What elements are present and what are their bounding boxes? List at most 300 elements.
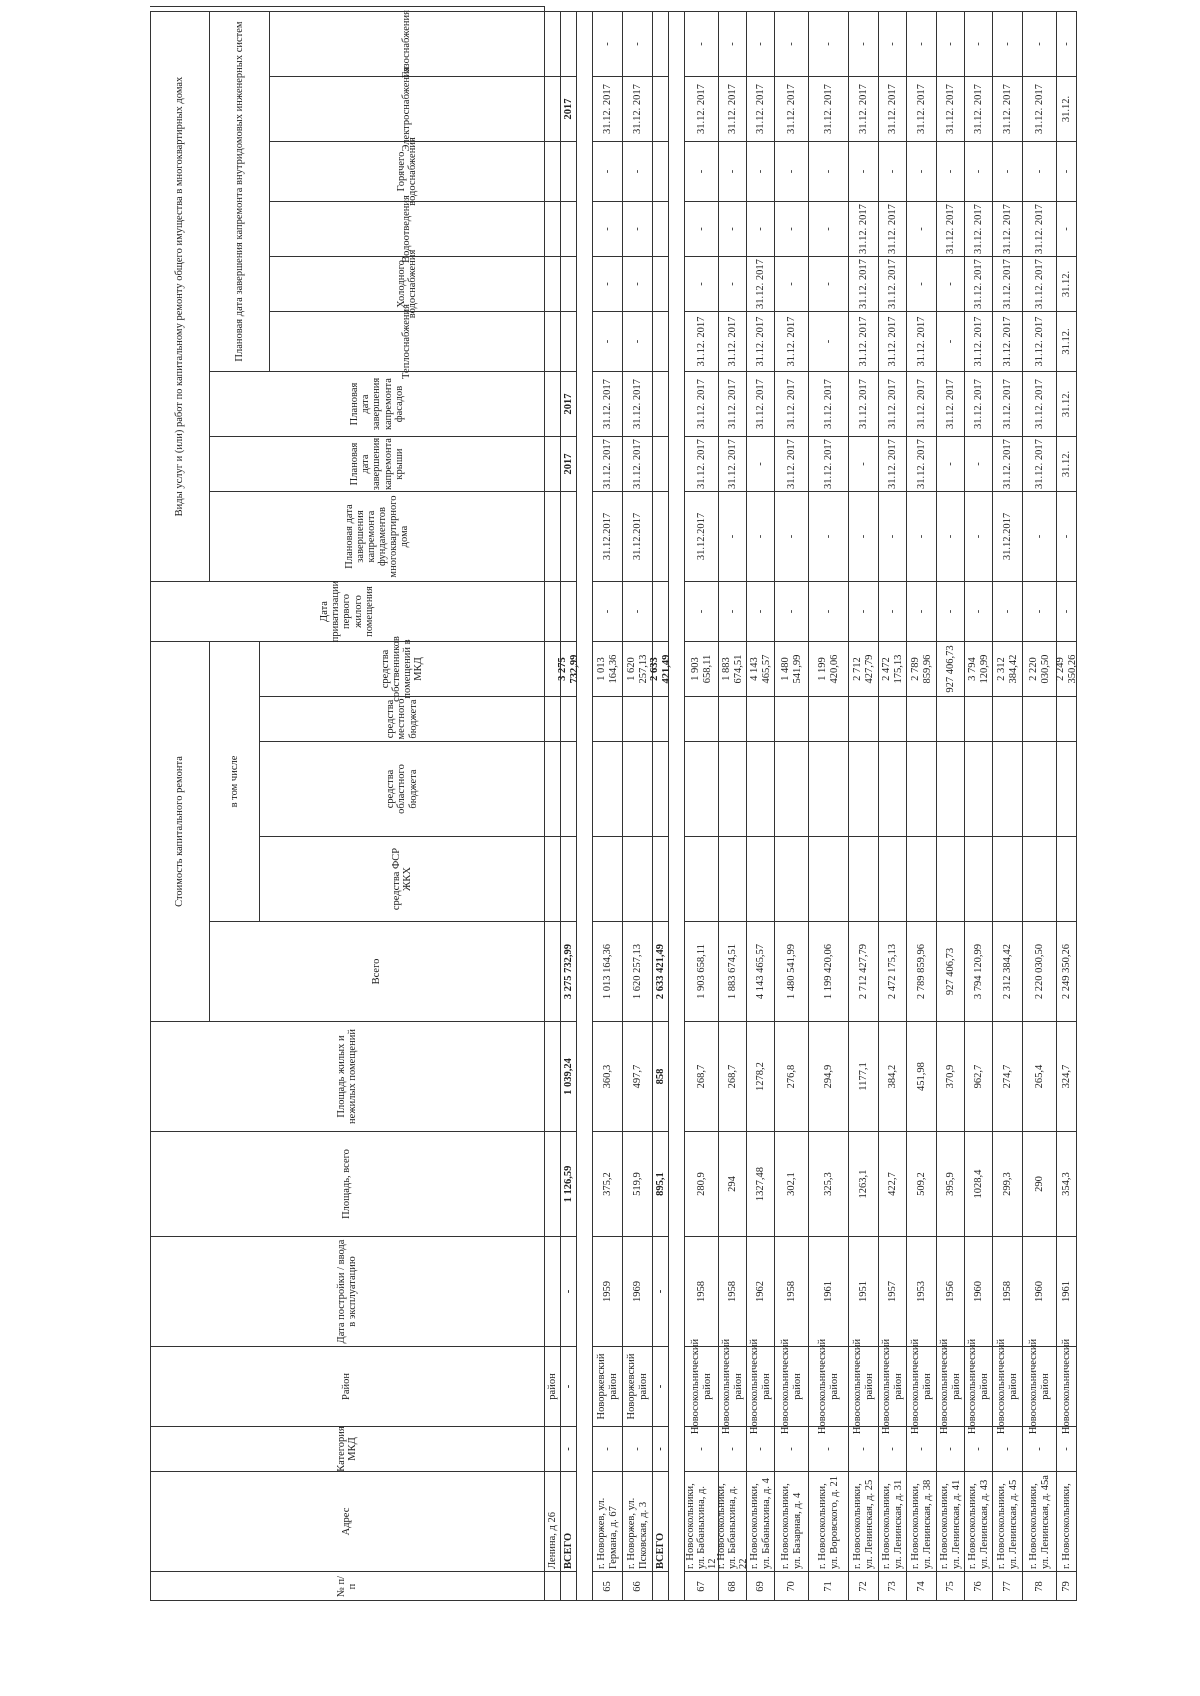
table-cell: - xyxy=(965,141,993,201)
table-cell: - xyxy=(623,11,653,76)
table-cell: 31.12. 2017 xyxy=(685,436,719,491)
table-cell: - xyxy=(849,1426,879,1471)
table-cell: - xyxy=(937,11,965,76)
table-cell: - xyxy=(1023,1426,1057,1471)
table-cell: - xyxy=(685,201,719,256)
table-cell: - xyxy=(879,491,907,581)
table-cell: г. Новосокольники, ул. Ленинская, д. 45 xyxy=(993,1471,1023,1571)
table-cell: 31.12. 2017 xyxy=(993,76,1023,141)
table-cell: 276,8 xyxy=(775,1021,809,1131)
table-cell: - xyxy=(937,311,965,371)
table-cell: 1958 xyxy=(719,1236,747,1346)
table-cell: 31.12. 2017 xyxy=(1023,201,1057,256)
table-cell: г. Новосокольники, ул. Ленинская, д. 25 xyxy=(849,1471,879,1571)
table-cell: 360,3 xyxy=(593,1021,623,1131)
table-cell: 2 789 859,96 xyxy=(907,641,937,696)
table-cell: 265,4 xyxy=(1023,1021,1057,1131)
table-cell: г. Новосокольники, xyxy=(1057,1471,1077,1571)
table-cell: г. Новосокольники, ул. Бабаныхина, д. 4 xyxy=(747,1471,775,1571)
table-cell: - xyxy=(775,11,809,76)
table-cell: 69 xyxy=(747,1571,775,1601)
table-cell: 1 039,24 xyxy=(561,1021,577,1131)
table-cell: 31.12. 2017 xyxy=(719,371,747,436)
table-cell: 509,2 xyxy=(907,1131,937,1236)
table-cell: 31.12. 2017 xyxy=(719,436,747,491)
table-cell: 31.12. 2017 xyxy=(965,256,993,311)
table-cell: Новосокольнический район xyxy=(937,1346,965,1426)
table-cell: - xyxy=(879,11,907,76)
table-cell: 31.12. 2017 xyxy=(593,371,623,436)
eng-group-header: Плановая дата завершения капремонта внутридомовых инженерных систем xyxy=(210,11,270,371)
table-cell: 72 xyxy=(849,1571,879,1601)
table-cell: - xyxy=(623,201,653,256)
table-cell: - xyxy=(623,1426,653,1471)
table-cell: - xyxy=(1057,141,1077,201)
table-cell: 1958 xyxy=(775,1236,809,1346)
table-cell: - xyxy=(685,256,719,311)
cold-water-header: Холодного водоснабжения xyxy=(270,256,545,311)
table-cell: Новоржевский район xyxy=(593,1346,623,1426)
table-cell: 73 xyxy=(879,1571,907,1601)
table-cell: 294,9 xyxy=(809,1021,849,1131)
local-header: средства местного бюджета xyxy=(260,696,545,741)
table-cell: - xyxy=(747,141,775,201)
table-cell: 2017 xyxy=(561,76,577,141)
gas-header: Газоснабжения xyxy=(270,11,545,76)
table-cell: 31.12. 2017 xyxy=(879,256,907,311)
table-cell: 31.12. 2017 xyxy=(965,311,993,371)
table-cell: - xyxy=(593,201,623,256)
table-cell: 280,9 xyxy=(685,1131,719,1236)
table-cell: - xyxy=(719,141,747,201)
table-cell: 31.12. 2017 xyxy=(809,371,849,436)
table-cell: 31.12. 2017 xyxy=(809,76,849,141)
table-cell: 70 xyxy=(775,1571,809,1601)
table-cell: 4 143 465,57 xyxy=(747,921,775,1021)
table-cell: 1 883 674,51 xyxy=(719,641,747,696)
table-cell: 31.12. 2017 xyxy=(907,76,937,141)
area-total-header: Площадь, всего xyxy=(150,1131,545,1236)
table-cell: 3 275 732,99 xyxy=(561,921,577,1021)
table-cell: - xyxy=(685,141,719,201)
table-cell: - xyxy=(937,141,965,201)
table-cell: 1 480 541,99 xyxy=(775,921,809,1021)
table-cell: 2 789 859,96 xyxy=(907,921,937,1021)
table-cell: - xyxy=(561,1346,577,1426)
table-cell: 354,3 xyxy=(1057,1131,1077,1236)
table-cell: 77 xyxy=(993,1571,1023,1601)
table-cell: - xyxy=(937,256,965,311)
table-cell: 31.12. 2017 xyxy=(593,76,623,141)
table-cell: - xyxy=(937,491,965,581)
table-cell: Новосокольнический район xyxy=(1023,1346,1057,1426)
table-cell: 2 220 030,50 xyxy=(1023,921,1057,1021)
table-cell: 31.12. 2017 xyxy=(993,201,1023,256)
table-cell: 325,3 xyxy=(809,1131,849,1236)
table-cell: 31.12. 2017 xyxy=(809,436,849,491)
table-cell: - xyxy=(1023,581,1057,641)
table-cell: Новоржевский район xyxy=(623,1346,653,1426)
table-cell: - xyxy=(809,141,849,201)
table-cell: 31.12.2017 xyxy=(993,491,1023,581)
table-cell: 1 199 420,06 xyxy=(809,641,849,696)
table-cell: г. Новосокольники, ул. Ленинская, д. 41 xyxy=(937,1471,965,1571)
table-cell: 71 xyxy=(809,1571,849,1601)
table-cell: - xyxy=(747,1426,775,1471)
table-cell: 1327,48 xyxy=(747,1131,775,1236)
table-cell: район xyxy=(545,1346,561,1426)
table-cell: 370,9 xyxy=(937,1021,965,1131)
table-cell: 31.12.2017 xyxy=(623,491,653,581)
table-cell: 2 220 030,50 xyxy=(1023,641,1057,696)
table-cell: - xyxy=(653,1426,669,1471)
table-cell: - xyxy=(1057,11,1077,76)
table-cell: - xyxy=(1057,201,1077,256)
table-cell: 268,7 xyxy=(685,1021,719,1131)
table-cell: - xyxy=(809,201,849,256)
table-cell: 31.12. 2017 xyxy=(879,76,907,141)
table-cell: - xyxy=(809,11,849,76)
category-header: Категория МКД xyxy=(150,1426,545,1471)
table-cell: - xyxy=(747,201,775,256)
table-cell: 1 620 257,13 xyxy=(623,641,653,696)
table-cell: 75 xyxy=(937,1571,965,1601)
table-cell: ВСЕГО xyxy=(653,1471,669,1571)
table-cell: - xyxy=(1023,11,1057,76)
table-cell: - xyxy=(809,256,849,311)
table-cell: 31.12. 2017 xyxy=(1023,76,1057,141)
table-cell: 31.12. 2017 xyxy=(775,311,809,371)
table-cell: 31.12. 2017 xyxy=(685,76,719,141)
table-cell: 31.12. 2017 xyxy=(1023,311,1057,371)
privatization-header: Дата приватизации первого жилого помещения xyxy=(150,581,545,641)
table-cell: 1958 xyxy=(993,1236,1023,1346)
table-cell: 31.12. 2017 xyxy=(719,311,747,371)
table-cell: 31.12. 2017 xyxy=(849,76,879,141)
table-cell: - xyxy=(849,581,879,641)
table-cell: - xyxy=(907,491,937,581)
district-header: Район xyxy=(150,1346,545,1426)
table-cell: 31.12. 2017 xyxy=(907,371,937,436)
table-cell: 2 633 421,49 xyxy=(653,921,669,1021)
cost-sub-header: в том числе xyxy=(210,641,260,921)
table-cell: - xyxy=(965,581,993,641)
table-cell: 1961 xyxy=(1057,1236,1077,1346)
table-cell: 31.12. xyxy=(1057,311,1077,371)
table-cell: 962,7 xyxy=(965,1021,993,1131)
table-cell: - xyxy=(747,11,775,76)
table-cell: - xyxy=(653,1346,669,1426)
owners-header: средства собственников помещений в МКД xyxy=(260,641,545,696)
table-cell: - xyxy=(937,436,965,491)
table-cell: 31.12. 2017 xyxy=(993,311,1023,371)
table-cell: 274,7 xyxy=(993,1021,1023,1131)
table-cell: 1 903 658,11 xyxy=(685,921,719,1021)
table-cell: 31.12. xyxy=(1057,371,1077,436)
table-cell: 1278,2 xyxy=(747,1021,775,1131)
table-cell: 67 xyxy=(685,1571,719,1601)
table-cell: 1960 xyxy=(1023,1236,1057,1346)
table-cell: 31.12. 2017 xyxy=(747,76,775,141)
table-cell: 31.12. 2017 xyxy=(685,311,719,371)
table-cell: 31.12. 2017 xyxy=(937,201,965,256)
table-cell: 31.12. 2017 xyxy=(879,201,907,256)
table-cell: - xyxy=(1057,491,1077,581)
table-cell: - xyxy=(1023,491,1057,581)
table-cell: - xyxy=(593,581,623,641)
table-cell: - xyxy=(775,1426,809,1471)
table-cell: г. Новосокольники, ул. Ленинская, д. 31 xyxy=(879,1471,907,1571)
hot-water-header: Горячего водоснабжения xyxy=(270,141,545,201)
table-cell: Новосокольнический район xyxy=(775,1346,809,1426)
table-cell: 497,7 xyxy=(623,1021,653,1131)
table-cell: 1962 xyxy=(747,1236,775,1346)
table-cell: 31.12. xyxy=(1057,76,1077,141)
table-cell: - xyxy=(809,311,849,371)
table-cell: 31.12. 2017 xyxy=(623,76,653,141)
table-cell: 31.12. 2017 xyxy=(849,256,879,311)
table-cell: - xyxy=(719,491,747,581)
table-cell: - xyxy=(879,1426,907,1471)
table-cell: 1263,1 xyxy=(849,1131,879,1236)
address-header: Адрес xyxy=(150,1471,545,1571)
table-cell: - xyxy=(879,581,907,641)
heat-header: Теплоснабжения xyxy=(270,311,545,371)
table-cell: 1958 xyxy=(685,1236,719,1346)
table-cell: - xyxy=(561,1426,577,1471)
table-cell: - xyxy=(719,11,747,76)
table-cell: 65 xyxy=(593,1571,623,1601)
table-cell: - xyxy=(623,256,653,311)
table-cell: 68 xyxy=(719,1571,747,1601)
table-cell: - xyxy=(993,141,1023,201)
table-cell: 31.12.2017 xyxy=(593,491,623,581)
table-cell: 1 013 164,36 xyxy=(593,921,623,1021)
table-cell: Новосокольнический район xyxy=(719,1346,747,1426)
table-cell: - xyxy=(809,1426,849,1471)
table-cell: 1 480 541,99 xyxy=(775,641,809,696)
table-cell: 1028,4 xyxy=(965,1131,993,1236)
table-cell: г. Новосокольники, ул. Бабаныхина, д. 22 xyxy=(719,1471,747,1571)
table-cell: 31.12. 2017 xyxy=(849,201,879,256)
table-cell: - xyxy=(593,1426,623,1471)
table-cell: 31.12. 2017 xyxy=(937,76,965,141)
table-cell: 858 xyxy=(653,1021,669,1131)
table-cell: - xyxy=(993,11,1023,76)
table-cell: 1961 xyxy=(809,1236,849,1346)
table-cell: 1 199 420,06 xyxy=(809,921,849,1021)
table-cell: Новосокольнический район xyxy=(907,1346,937,1426)
table-cell: 2 712 427,79 xyxy=(849,921,879,1021)
table-cell: - xyxy=(685,11,719,76)
table-cell: г. Новоржев, ул. Германа, д. 67 xyxy=(593,1471,623,1571)
table-cell: 31.12. 2017 xyxy=(879,436,907,491)
table-cell: - xyxy=(937,581,965,641)
table-cell: 2 312 384,42 xyxy=(993,641,1023,696)
table-cell: 1956 xyxy=(937,1236,965,1346)
table-cell: 31.12. 2017 xyxy=(849,311,879,371)
table-cell: 1969 xyxy=(623,1236,653,1346)
table-cell: 2 712 427,79 xyxy=(849,641,879,696)
table-cell: - xyxy=(775,491,809,581)
table-cell: 294 xyxy=(719,1131,747,1236)
table-cell: 31.12. 2017 xyxy=(965,371,993,436)
table-cell: 2 472 175,13 xyxy=(879,921,907,1021)
table-cell: Новосокольнический район xyxy=(809,1346,849,1426)
table-cell: Новосокольнический район xyxy=(965,1346,993,1426)
table-cell: г. Новосокольники, ул. Воровского, д. 21 xyxy=(809,1471,849,1571)
table-cell: 31.12. 2017 xyxy=(907,436,937,491)
table-cell: - xyxy=(685,581,719,641)
table-cell: - xyxy=(747,581,775,641)
table-cell: 375,2 xyxy=(593,1131,623,1236)
table-cell: - xyxy=(561,1236,577,1346)
table-cell: - xyxy=(907,1426,937,1471)
table-cell: - xyxy=(775,581,809,641)
table-cell: 31.12. 2017 xyxy=(1023,256,1057,311)
table-cell: - xyxy=(719,201,747,256)
roof-header: Плановая дата завершения капремонта крыши xyxy=(210,436,545,491)
table-cell: 395,9 xyxy=(937,1131,965,1236)
table-cell: 2 633 421,49 xyxy=(653,641,669,696)
table-cell: 31.12. 2017 xyxy=(747,371,775,436)
table-cell: - xyxy=(747,491,775,581)
table-cell: - xyxy=(719,256,747,311)
table-cell: 66 xyxy=(623,1571,653,1601)
table-cell: 31.12. 2017 xyxy=(937,371,965,436)
table-cell: 31.12. 2017 xyxy=(747,256,775,311)
table-cell: - xyxy=(809,491,849,581)
table-cell: Новосокольнический район xyxy=(747,1346,775,1426)
table-cell: 422,7 xyxy=(879,1131,907,1236)
electric-header: Электроснабжения xyxy=(270,76,545,141)
year-built-header: Дата постройки / ввода в эксплуатацию xyxy=(150,1236,545,1346)
table-cell: 31.12. 2017 xyxy=(993,256,1023,311)
table-cell: - xyxy=(965,491,993,581)
table-cell: 384,2 xyxy=(879,1021,907,1131)
table-cell: - xyxy=(993,1426,1023,1471)
table-cell: - xyxy=(685,1426,719,1471)
table-cell: - xyxy=(907,201,937,256)
table-cell: Новосокольнический xyxy=(1057,1346,1077,1426)
table-cell: - xyxy=(775,256,809,311)
table-cell: 76 xyxy=(965,1571,993,1601)
table-cell: 31.12. 2017 xyxy=(965,76,993,141)
table-cell: 31.12.2017 xyxy=(685,491,719,581)
cost-total-header: Всего xyxy=(210,921,545,1021)
table-cell: 290 xyxy=(1023,1131,1057,1236)
table-cell: Ленина, д 26 xyxy=(545,1471,561,1571)
table-cell: - xyxy=(849,11,879,76)
table-cell: - xyxy=(719,1426,747,1471)
table-cell: - xyxy=(653,1236,669,1346)
table-cell: 1 903 658,11 xyxy=(685,641,719,696)
table-cell: - xyxy=(775,201,809,256)
table-cell: 31.12. 2017 xyxy=(849,371,879,436)
table-cell: - xyxy=(907,11,937,76)
table-cell: 927 406,73 xyxy=(937,921,965,1021)
table-cell: 78 xyxy=(1023,1571,1057,1601)
table-cell: 31.12. 2017 xyxy=(993,436,1023,491)
table-cell: 74 xyxy=(907,1571,937,1601)
foundation-header: Плановая дата завершения капремонта фундаментов многоквартирного дома xyxy=(210,491,545,581)
table-cell: г. Новосокольники, ул. Ленинская, д. 43 xyxy=(965,1471,993,1571)
table-cell: - xyxy=(593,141,623,201)
table-border xyxy=(150,11,1077,1601)
table-cell: 3 794 120,99 xyxy=(965,641,993,696)
table-cell: - xyxy=(719,581,747,641)
facade-header: Плановая дата завершения капремонта фасадов xyxy=(210,371,545,436)
table-cell: 31.12. 2017 xyxy=(965,201,993,256)
table-cell: - xyxy=(907,256,937,311)
table-cell: г. Новосокольники, ул. Бабаныхина, д. 12 xyxy=(685,1471,719,1571)
table-cell: г. Новоржев, ул. Псковская, д. 3 xyxy=(623,1471,653,1571)
table-cell: 31.12. 2017 xyxy=(879,311,907,371)
table-cell: 4 143 465,57 xyxy=(747,641,775,696)
table-cell: 1 126,59 xyxy=(561,1131,577,1236)
table-cell: 3 275 732,99 xyxy=(561,641,577,696)
table-cell: 1 013 164,36 xyxy=(593,641,623,696)
works-group-header: Виды услуг и (или) работ по капитальному ремонту общего имущества в многоквартирных домах xyxy=(150,11,210,581)
table-cell: 3 794 120,99 xyxy=(965,921,993,1021)
table-cell: Новосокольнический район xyxy=(993,1346,1023,1426)
table-cell: 1177,1 xyxy=(849,1021,879,1131)
sewer-header: Водоотведения xyxy=(270,201,545,256)
table-cell: 324,7 xyxy=(1057,1021,1077,1131)
table-cell: 31.12. xyxy=(1057,256,1077,311)
table-cell: - xyxy=(593,311,623,371)
table-cell: 1 620 257,13 xyxy=(623,921,653,1021)
table-cell: - xyxy=(1057,581,1077,641)
table-cell: г. Новосокольники, ул. Ленинская, д. 45а xyxy=(1023,1471,1057,1571)
table-cell: 31.12. 2017 xyxy=(879,371,907,436)
table-cell: 1960 xyxy=(965,1236,993,1346)
table-cell: Новосокольнический район xyxy=(685,1346,719,1426)
table-cell: 2017 xyxy=(561,371,577,436)
table-cell: 31.12. xyxy=(1057,436,1077,491)
table-cell: 1959 xyxy=(593,1236,623,1346)
table-cell: г. Новосокольники, ул. Базарная, д. 4 xyxy=(775,1471,809,1571)
table-cell: 2 249 350,26 xyxy=(1057,921,1077,1021)
table-cell: 1953 xyxy=(907,1236,937,1346)
table-cell: ВСЕГО xyxy=(561,1471,577,1571)
table-cell: 1 883 674,51 xyxy=(719,921,747,1021)
table-cell: 299,3 xyxy=(993,1131,1023,1236)
table-cell: - xyxy=(965,11,993,76)
table-cell: 927 406,73 xyxy=(937,641,965,696)
table-cell: 31.12. 2017 xyxy=(623,436,653,491)
table-cell: 79 xyxy=(1057,1571,1077,1601)
table-cell: Новосокольнический район xyxy=(879,1346,907,1426)
table-cell: г. Новосокольники, ул. Ленинская, д. 38 xyxy=(907,1471,937,1571)
table-cell: - xyxy=(623,311,653,371)
table-cell: - xyxy=(1057,1426,1077,1471)
table-cell: - xyxy=(965,1426,993,1471)
table-cell: 31.12. 2017 xyxy=(993,371,1023,436)
table-cell: - xyxy=(593,11,623,76)
table-cell: 2 312 384,42 xyxy=(993,921,1023,1021)
table-cell: Новосокольнический район xyxy=(849,1346,879,1426)
table-cell: 31.12. 2017 xyxy=(1023,436,1057,491)
table-cell: - xyxy=(849,141,879,201)
table-cell: 1951 xyxy=(849,1236,879,1346)
table-cell: 31.12. 2017 xyxy=(747,311,775,371)
table-cell: 31.12. 2017 xyxy=(907,311,937,371)
table-cell: 31.12. 2017 xyxy=(1023,371,1057,436)
cost-group-header: Стоимость капитального ремонта xyxy=(150,641,210,1021)
num-header: № п/п xyxy=(150,1571,545,1601)
fsr-header: средства ФСР ЖКХ xyxy=(260,836,545,921)
